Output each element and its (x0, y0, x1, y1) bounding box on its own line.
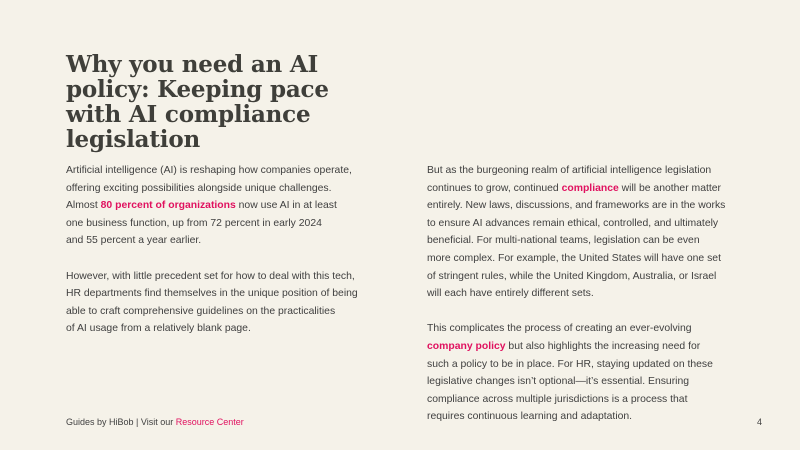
text-line: will each have entirely different sets. (427, 288, 594, 300)
text-line: Artificial intelligence (AI) is reshaping how companies operate, (66, 165, 352, 176)
text-line: compliance across multiple jurisdictions is a process that (427, 393, 688, 405)
paragraph-hr-departments (66, 268, 386, 338)
text-line (66, 197, 386, 215)
text-line: of AI usage from a relatively blank page. (66, 323, 251, 335)
text-line: such a policy to be in place. For HR, staying updated on these (427, 358, 713, 370)
text-segment: will be another matter (618, 182, 721, 194)
text-line: and 55 percent a year earlier. (66, 235, 202, 247)
title-line: legislation (66, 126, 201, 153)
text-line: beneficial. For multi-national teams, legislation can be even (427, 235, 700, 247)
title-line: policy: Keeping pace (66, 76, 329, 103)
text-line: offering exciting possibilities alongside unique challenges. (66, 182, 332, 194)
text-line: legislative changes isn’t optional—it’s essential. Ensuring (427, 376, 690, 388)
title-line: Why you need an AI (66, 51, 319, 78)
resource-center-link[interactable]: Resource Center (175, 417, 244, 427)
title-line: with AI compliance (66, 101, 311, 128)
text-line: This complicates the process of creating an ever-evolving (427, 323, 692, 335)
footer-text: Guides by HiBob | Visit our (66, 417, 176, 427)
text-line: one business function, up from 72 percent in early 2024 (66, 217, 322, 229)
text-line: But as the burgeoning realm of artificial intelligence legislation (427, 165, 712, 176)
text-line: However, with little precedent set for how to deal with this tech, (66, 270, 355, 282)
page-title (66, 52, 366, 152)
text-line (427, 338, 747, 356)
text-line: to ensure AI advances remain ethical, controlled, and ultimately (427, 217, 719, 229)
right-column (427, 162, 747, 444)
text-line: requires continuous learning and adaptation. (427, 411, 633, 423)
paragraph-ai-reshaping (66, 162, 386, 250)
footer (66, 417, 244, 427)
text-line: able to craft comprehensive guidelines on the practicalities (66, 305, 336, 317)
text-line: HR departments find themselves in the unique position of being (66, 288, 358, 300)
text-line: of stringent rules, while the United Kingdom, Australia, or Israel (427, 270, 717, 282)
paragraph-company-policy (427, 320, 747, 426)
highlight-80-percent-organizations: 80 percent of organizations (100, 200, 236, 212)
text-segment: now use AI in at least (235, 200, 337, 212)
highlight-company-policy: company policy (427, 340, 506, 352)
text-segment: Almost (66, 200, 101, 212)
text-segment: but also highlights the increasing need for (505, 340, 701, 352)
highlight-compliance: compliance (561, 182, 619, 194)
text-line: entirely. New laws, discussions, and frameworks are in the works (427, 200, 726, 212)
text-line: more complex. For example, the United States will have one set (427, 252, 721, 264)
text-segment: continues to grow, continued (427, 182, 562, 194)
text-line (427, 180, 747, 198)
page-number: 4 (756, 417, 762, 427)
left-column (66, 162, 386, 356)
paragraph-legislation (427, 162, 747, 303)
